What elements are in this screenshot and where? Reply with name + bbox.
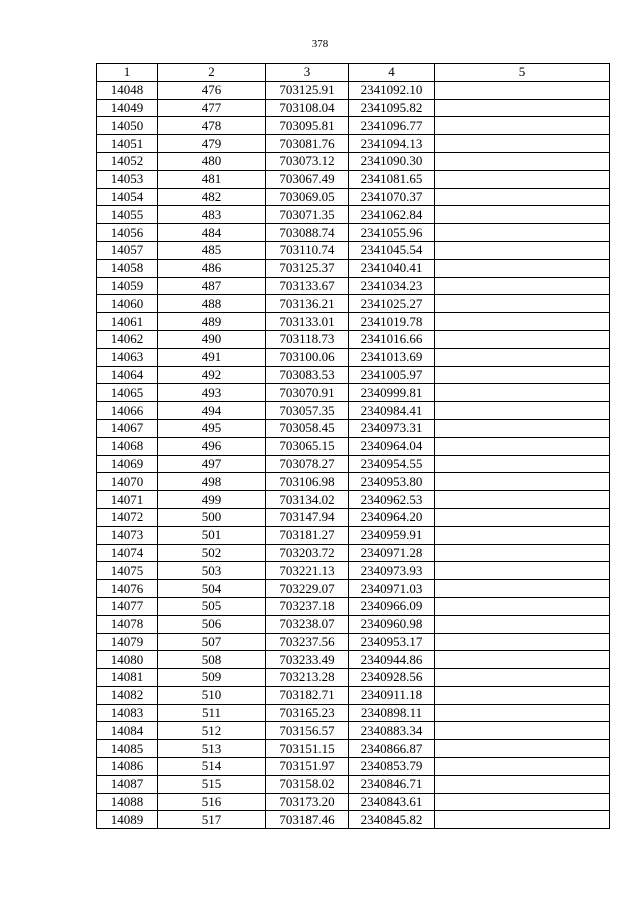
row-index-cell: 14087 [97,775,158,793]
y-coordinate-cell: 2340853.79 [349,758,435,776]
note-cell [435,241,610,259]
row-index-cell: 14057 [97,241,158,259]
row-index-cell: 14085 [97,740,158,758]
y-coordinate-cell: 2340971.28 [349,544,435,562]
point-number-cell: 502 [158,544,266,562]
y-coordinate-cell: 2341016.66 [349,330,435,348]
note-cell [435,615,610,633]
row-index-cell: 14067 [97,419,158,437]
table-row [97,473,610,491]
note-cell [435,437,610,455]
table-row [97,669,610,687]
x-coordinate-cell: 703065.15 [266,437,349,455]
x-coordinate-cell: 703147.94 [266,508,349,526]
table-row [97,170,610,188]
point-number-cell: 491 [158,348,266,366]
table-row [97,313,610,331]
note-cell [435,580,610,598]
row-index-cell: 14077 [97,597,158,615]
column-header-4: 4 [349,64,435,82]
table-row [97,544,610,562]
table-row [97,615,610,633]
column-header-5: 5 [435,64,610,82]
point-number-cell: 479 [158,135,266,153]
table-row [97,633,610,651]
note-cell [435,295,610,313]
point-number-cell: 499 [158,491,266,509]
table-row [97,526,610,544]
row-index-cell: 14054 [97,188,158,206]
x-coordinate-cell: 703233.49 [266,651,349,669]
note-cell [435,259,610,277]
row-index-cell: 14089 [97,811,158,829]
point-number-cell: 511 [158,704,266,722]
point-number-cell: 507 [158,633,266,651]
x-coordinate-cell: 703134.02 [266,491,349,509]
table-row [97,330,610,348]
note-cell [435,508,610,526]
note-cell [435,117,610,135]
table-row [97,508,610,526]
row-index-cell: 14060 [97,295,158,313]
y-coordinate-cell: 2341096.77 [349,117,435,135]
point-number-cell: 494 [158,402,266,420]
note-cell [435,491,610,509]
x-coordinate-cell: 703110.74 [266,241,349,259]
row-index-cell: 14061 [97,313,158,331]
column-header-2: 2 [158,64,266,82]
y-coordinate-cell: 2341070.37 [349,188,435,206]
note-cell [435,740,610,758]
table-row [97,366,610,384]
x-coordinate-cell: 703095.81 [266,117,349,135]
y-coordinate-cell: 2341055.96 [349,224,435,242]
point-number-cell: 490 [158,330,266,348]
note-cell [435,686,610,704]
row-index-cell: 14051 [97,135,158,153]
table-row [97,437,610,455]
table-row [97,135,610,153]
point-number-cell: 489 [158,313,266,331]
x-coordinate-cell: 703118.73 [266,330,349,348]
row-index-cell: 14072 [97,508,158,526]
y-coordinate-cell: 2340964.04 [349,437,435,455]
row-index-cell: 14062 [97,330,158,348]
x-coordinate-cell: 703071.35 [266,206,349,224]
y-coordinate-cell: 2341062.84 [349,206,435,224]
table-row [97,562,610,580]
note-cell [435,313,610,331]
table-row [97,81,610,99]
y-coordinate-cell: 2340866.87 [349,740,435,758]
table-row [97,740,610,758]
note-cell [435,455,610,473]
note-cell [435,775,610,793]
point-number-cell: 506 [158,615,266,633]
y-coordinate-cell: 2341025.27 [349,295,435,313]
note-cell [435,384,610,402]
row-index-cell: 14068 [97,437,158,455]
y-coordinate-cell: 2340964.20 [349,508,435,526]
header-row [97,64,610,82]
note-cell [435,81,610,99]
note-cell [435,99,610,117]
note-cell [435,544,610,562]
point-number-cell: 496 [158,437,266,455]
x-coordinate-cell: 703106.98 [266,473,349,491]
point-number-cell: 493 [158,384,266,402]
table-row [97,580,610,598]
row-index-cell: 14076 [97,580,158,598]
table-row [97,295,610,313]
point-number-cell: 503 [158,562,266,580]
table-row [97,775,610,793]
table-row [97,704,610,722]
x-coordinate-cell: 703108.04 [266,99,349,117]
y-coordinate-cell: 2340944.86 [349,651,435,669]
note-cell [435,669,610,687]
x-coordinate-cell: 703078.27 [266,455,349,473]
table-row [97,384,610,402]
point-number-cell: 492 [158,366,266,384]
point-number-cell: 514 [158,758,266,776]
note-cell [435,597,610,615]
point-number-cell: 517 [158,811,266,829]
y-coordinate-cell: 2341040.41 [349,259,435,277]
point-number-cell: 488 [158,295,266,313]
y-coordinate-cell: 2340973.93 [349,562,435,580]
note-cell [435,562,610,580]
x-coordinate-cell: 703221.13 [266,562,349,580]
y-coordinate-cell: 2340973.31 [349,419,435,437]
x-coordinate-cell: 703133.01 [266,313,349,331]
page-number: 378 [311,38,329,50]
point-number-cell: 483 [158,206,266,224]
table-row [97,206,610,224]
note-cell [435,758,610,776]
x-coordinate-cell: 703237.56 [266,633,349,651]
point-number-cell: 478 [158,117,266,135]
table-row [97,597,610,615]
y-coordinate-cell: 2340953.80 [349,473,435,491]
row-index-cell: 14070 [97,473,158,491]
table-row [97,99,610,117]
y-coordinate-cell: 2341045.54 [349,241,435,259]
point-number-cell: 495 [158,419,266,437]
y-coordinate-cell: 2340999.81 [349,384,435,402]
point-number-cell: 476 [158,81,266,99]
point-number-cell: 513 [158,740,266,758]
note-cell [435,633,610,651]
point-number-cell: 510 [158,686,266,704]
table-row [97,402,610,420]
note-cell [435,224,610,242]
note-cell [435,651,610,669]
note-cell [435,170,610,188]
x-coordinate-cell: 703151.15 [266,740,349,758]
y-coordinate-cell: 2340928.56 [349,669,435,687]
note-cell [435,526,610,544]
row-index-cell: 14053 [97,170,158,188]
row-index-cell: 14063 [97,348,158,366]
y-coordinate-cell: 2340954.55 [349,455,435,473]
y-coordinate-cell: 2341019.78 [349,313,435,331]
point-number-cell: 500 [158,508,266,526]
y-coordinate-cell: 2340959.91 [349,526,435,544]
row-index-cell: 14059 [97,277,158,295]
row-index-cell: 14071 [97,491,158,509]
note-cell [435,793,610,811]
x-coordinate-cell: 703136.21 [266,295,349,313]
row-index-cell: 14049 [97,99,158,117]
note-cell [435,135,610,153]
point-number-cell: 482 [158,188,266,206]
row-index-cell: 14065 [97,384,158,402]
table-row [97,241,610,259]
row-index-cell: 14081 [97,669,158,687]
note-cell [435,188,610,206]
point-number-cell: 498 [158,473,266,491]
point-number-cell: 485 [158,241,266,259]
row-index-cell: 14079 [97,633,158,651]
row-index-cell: 14056 [97,224,158,242]
x-coordinate-cell: 703173.20 [266,793,349,811]
x-coordinate-cell: 703083.53 [266,366,349,384]
row-index-cell: 14048 [97,81,158,99]
x-coordinate-cell: 703213.28 [266,669,349,687]
y-coordinate-cell: 2340843.61 [349,793,435,811]
x-coordinate-cell: 703237.18 [266,597,349,615]
x-coordinate-cell: 703203.72 [266,544,349,562]
x-coordinate-cell: 703156.57 [266,722,349,740]
row-index-cell: 14083 [97,704,158,722]
x-coordinate-cell: 703238.07 [266,615,349,633]
row-index-cell: 14086 [97,758,158,776]
note-cell [435,330,610,348]
point-number-cell: 486 [158,259,266,277]
note-cell [435,811,610,829]
point-number-cell: 477 [158,99,266,117]
note-cell [435,722,610,740]
row-index-cell: 14050 [97,117,158,135]
point-number-cell: 515 [158,775,266,793]
point-number-cell: 508 [158,651,266,669]
row-index-cell: 14064 [97,366,158,384]
y-coordinate-cell: 2340846.71 [349,775,435,793]
y-coordinate-cell: 2340966.09 [349,597,435,615]
row-index-cell: 14052 [97,152,158,170]
point-number-cell: 480 [158,152,266,170]
row-index-cell: 14074 [97,544,158,562]
note-cell [435,152,610,170]
note-cell [435,704,610,722]
x-coordinate-cell: 703158.02 [266,775,349,793]
x-coordinate-cell: 703187.46 [266,811,349,829]
point-number-cell: 497 [158,455,266,473]
x-coordinate-cell: 703057.35 [266,402,349,420]
x-coordinate-cell: 703081.76 [266,135,349,153]
y-coordinate-cell: 2341081.65 [349,170,435,188]
x-coordinate-cell: 703229.07 [266,580,349,598]
point-number-cell: 509 [158,669,266,687]
table-row [97,793,610,811]
column-header-3: 3 [266,64,349,82]
table-row [97,259,610,277]
row-index-cell: 14073 [97,526,158,544]
y-coordinate-cell: 2340845.82 [349,811,435,829]
table-row [97,455,610,473]
x-coordinate-cell: 703182.71 [266,686,349,704]
row-index-cell: 14066 [97,402,158,420]
note-cell [435,206,610,224]
x-coordinate-cell: 703165.23 [266,704,349,722]
y-coordinate-cell: 2341034.23 [349,277,435,295]
note-cell [435,366,610,384]
x-coordinate-cell: 703058.45 [266,419,349,437]
row-index-cell: 14080 [97,651,158,669]
x-coordinate-cell: 703125.91 [266,81,349,99]
y-coordinate-cell: 2341095.82 [349,99,435,117]
table-row [97,758,610,776]
table-row [97,651,610,669]
x-coordinate-cell: 703181.27 [266,526,349,544]
point-number-cell: 487 [158,277,266,295]
coordinates-table [96,63,610,829]
table-row [97,491,610,509]
table-row [97,722,610,740]
point-number-cell: 512 [158,722,266,740]
point-number-cell: 504 [158,580,266,598]
x-coordinate-cell: 703151.97 [266,758,349,776]
row-index-cell: 14088 [97,793,158,811]
y-coordinate-cell: 2341092.10 [349,81,435,99]
x-coordinate-cell: 703073.12 [266,152,349,170]
table-row [97,277,610,295]
x-coordinate-cell: 703125.37 [266,259,349,277]
y-coordinate-cell: 2341090.30 [349,152,435,170]
table-row [97,224,610,242]
x-coordinate-cell: 703070.91 [266,384,349,402]
y-coordinate-cell: 2340883.34 [349,722,435,740]
y-coordinate-cell: 2340953.17 [349,633,435,651]
point-number-cell: 505 [158,597,266,615]
row-index-cell: 14078 [97,615,158,633]
x-coordinate-cell: 703133.67 [266,277,349,295]
y-coordinate-cell: 2340898.11 [349,704,435,722]
table-row [97,419,610,437]
x-coordinate-cell: 703069.05 [266,188,349,206]
row-index-cell: 14084 [97,722,158,740]
note-cell [435,402,610,420]
table-row [97,152,610,170]
y-coordinate-cell: 2341013.69 [349,348,435,366]
point-number-cell: 484 [158,224,266,242]
table-row [97,117,610,135]
point-number-cell: 501 [158,526,266,544]
row-index-cell: 14069 [97,455,158,473]
point-number-cell: 481 [158,170,266,188]
table-row [97,811,610,829]
y-coordinate-cell: 2341005.97 [349,366,435,384]
x-coordinate-cell: 703100.06 [266,348,349,366]
x-coordinate-cell: 703067.49 [266,170,349,188]
y-coordinate-cell: 2340960.98 [349,615,435,633]
y-coordinate-cell: 2340984.41 [349,402,435,420]
note-cell [435,348,610,366]
table-body [97,81,610,828]
row-index-cell: 14058 [97,259,158,277]
row-index-cell: 14075 [97,562,158,580]
table-row [97,348,610,366]
y-coordinate-cell: 2340962.53 [349,491,435,509]
row-index-cell: 14055 [97,206,158,224]
y-coordinate-cell: 2341094.13 [349,135,435,153]
table-row [97,188,610,206]
note-cell [435,473,610,491]
x-coordinate-cell: 703088.74 [266,224,349,242]
table-row [97,686,610,704]
point-number-cell: 516 [158,793,266,811]
y-coordinate-cell: 2340911.18 [349,686,435,704]
note-cell [435,277,610,295]
column-header-1: 1 [97,64,158,82]
row-index-cell: 14082 [97,686,158,704]
y-coordinate-cell: 2340971.03 [349,580,435,598]
note-cell [435,419,610,437]
